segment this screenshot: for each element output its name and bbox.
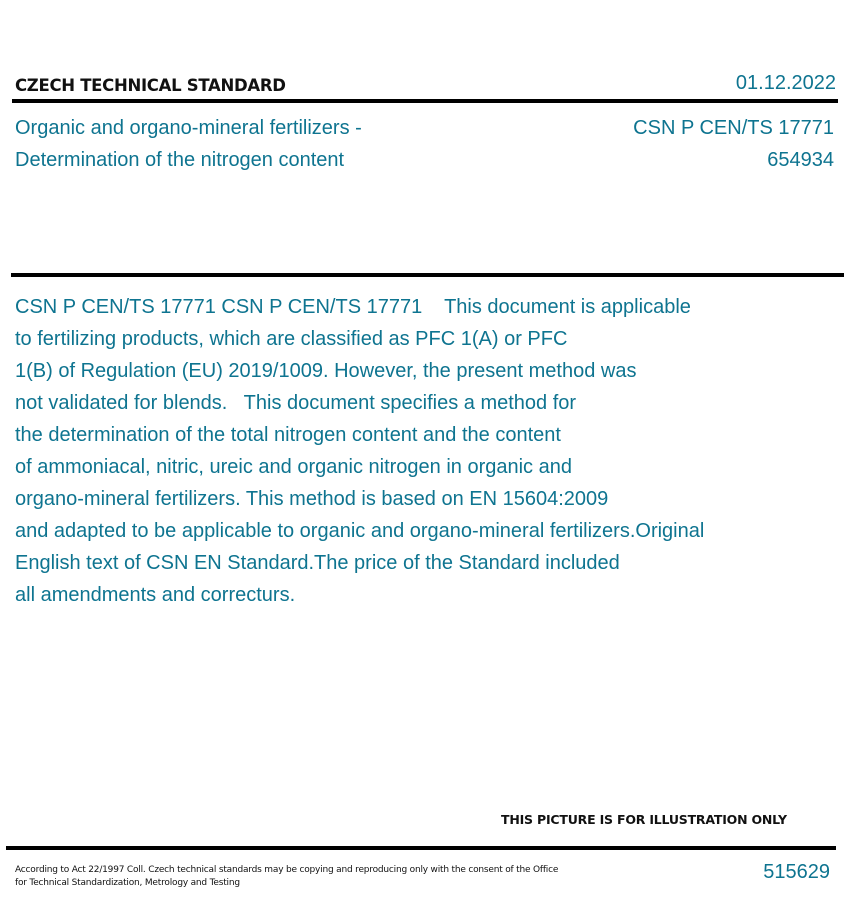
description-line: organo-mineral fertilizers. This method is based on EN 15604:2009 — [15, 488, 609, 510]
publication-date: 01.12.2022 — [735, 72, 836, 94]
copyright-line-1: According to Act 22/1997 Coll. Czech technical standards may be copying and reproducing only with the consent of the Office — [15, 865, 559, 875]
title-divider — [11, 273, 844, 277]
description-line: the determination of the total nitrogen content and the content — [15, 424, 561, 446]
description-line: 1(B) of Regulation (EU) 2019/1009. However, the present method was — [15, 360, 637, 382]
document-type-label: CZECH TECHNICAL STANDARD — [15, 76, 286, 95]
description-line: not validated for blends. This document specifies a method for — [15, 392, 577, 414]
footer-divider — [6, 846, 836, 850]
copyright-line-2: for Technical Standardization, Metrology and Testing — [15, 878, 240, 888]
description-text — [15, 291, 775, 611]
catalog-number: 654934 — [767, 149, 834, 171]
description-line: English text of CSN EN Standard.The price of the Standard included — [15, 552, 620, 574]
standard-code: CSN P CEN/TS 17771 — [633, 117, 834, 139]
copyright-notice — [15, 864, 558, 890]
description-line: all amendments and correcturs. — [15, 584, 296, 606]
description-line: of ammoniacal, nitric, ureic and organic nitrogen in organic and — [15, 456, 572, 478]
description-line: and adapted to be applicable to organic and organo-mineral fertilizers.Original — [15, 520, 705, 542]
footer-number: 515629 — [763, 861, 830, 883]
header-divider — [12, 99, 838, 103]
description-line: to fertilizing products, which are classified as PFC 1(A) or PFC — [15, 328, 568, 350]
description-line: CSN P CEN/TS 17771 CSN P CEN/TS 17771 This document is applicable — [15, 296, 691, 318]
standard-title-line-1: Organic and organo-mineral fertilizers - — [15, 117, 362, 139]
illustration-notice: THIS PICTURE IS FOR ILLUSTRATION ONLY — [501, 812, 787, 827]
standard-title-line-2: Determination of the nitrogen content — [15, 149, 345, 171]
